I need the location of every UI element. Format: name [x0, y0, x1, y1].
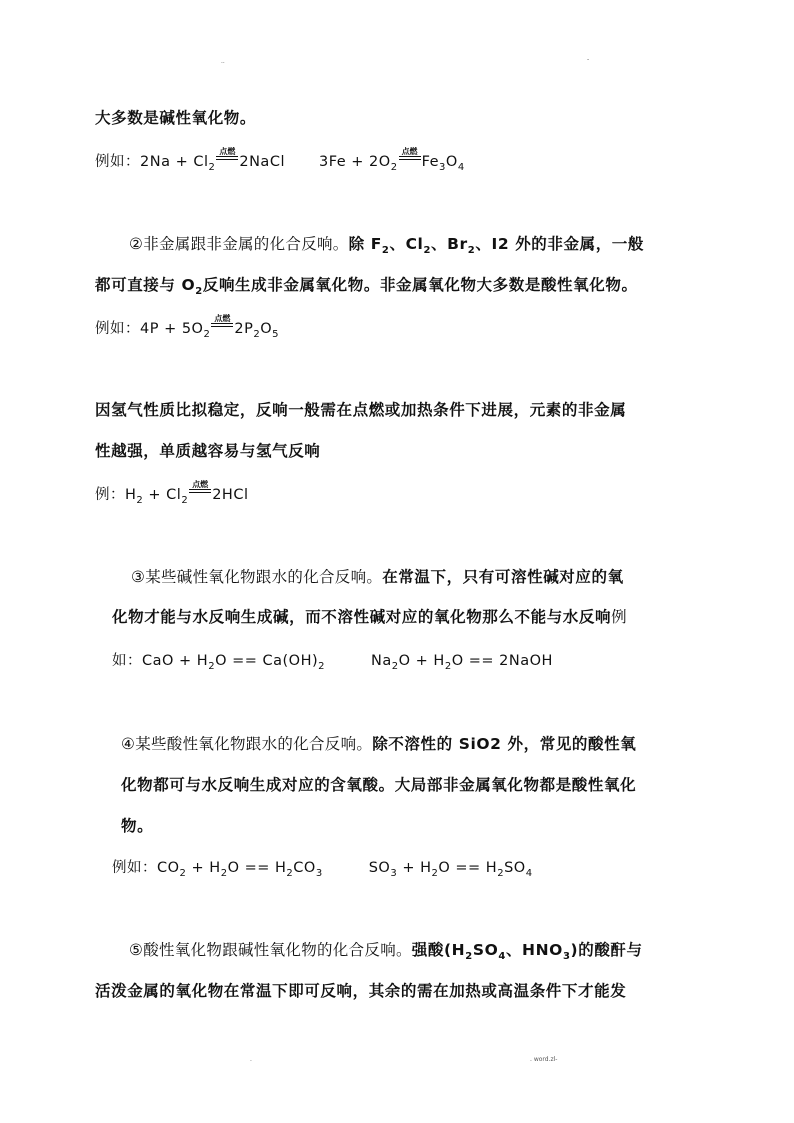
paragraph-nonmetal-nonmetal-line2: 都可直接与 $O_2$反响生成非金属氧化物。非金属氧化物大多数是酸性氧化物。 [95, 276, 638, 297]
header-right-mark: - [587, 56, 590, 63]
example-basic-oxide-water: 如：CaO + $H_2O == Ca(OH)_2$ $Na_2O + H_2O$ == 2NaOH [112, 653, 553, 672]
example-phosphorus: 例如：$4P + 5O_2$ 点燃 $2P_2O_5$ [95, 314, 280, 340]
condition-arrow: 点燃 [189, 484, 211, 500]
paragraph-basic-oxides: 大多数是碱性氧化物。 [95, 109, 257, 127]
paragraph-hydrogen-line1: 因氢气性质比拟稳定，反响一般需在点燃或加热条件下进展，元素的非金属 [95, 401, 627, 419]
footer-left-mark: . [250, 1056, 252, 1063]
paragraph-acid-basic-oxide-line2: 活泼金属的氧化物在常温下即可反响，其余的需在加热或高温条件下才能发 [95, 982, 627, 1000]
paragraph-basic-oxide-water-line1: ③某些碱性氧化物跟水的化合反响。在常温下，只有可溶性碱对应的氧 [131, 568, 624, 586]
condition-arrow: 点燃 [399, 151, 421, 167]
example-metal-combination: 例如：$2Na + Cl_2$ 点燃 2NaCl $3Fe + 2O_2$ 点燃 $Fe_3O_4$ [95, 147, 465, 173]
paragraph-basic-oxide-water-line2: 化物才能与水反响生成碱，而不溶性碱对应的氧化物那么不能与水反响例 [112, 608, 627, 626]
header-left-mark: .. [221, 58, 225, 65]
example-prefix: 例如： [95, 154, 140, 170]
condition-arrow: 点燃 [216, 151, 238, 167]
example-hydrogen-chlorine: 例：$H_2 + Cl_2$ 点燃 2HCl [95, 480, 249, 506]
paragraph-lead: ②非金属跟非金属的化合反响。 [129, 235, 349, 253]
footer-right-mark: . word.zl- [530, 1056, 558, 1063]
paragraph-acid-oxide-water-line1: ④某些酸性氧化物跟水的化合反响。除不溶性的 SiO2 外，常见的酸性氧 [121, 735, 637, 753]
example-acid-oxide-water: 例如：$CO_2 + H_2O == H_2CO_3$ $SO_3 + H_2O == H_2SO_4$ [112, 860, 533, 879]
paragraph-hydrogen-line2: 性越强，单质越容易与氢气反响 [95, 442, 321, 460]
condition-arrow: 点燃 [211, 318, 233, 334]
paragraph-acid-oxide-water-line3: 物。 [121, 817, 154, 835]
paragraph-acid-basic-oxide-line1: ⑤酸性氧化物跟碱性氧化物的化合反响。强酸($H_2SO_4$、$HNO_3$)的酸酐与 [129, 941, 643, 962]
paragraph-nonmetal-nonmetal-line1: ②非金属跟非金属的化合反响。除 $F_2$、$Cl_2$、$Br_2$、I2 外的非金属，一般 [129, 235, 645, 256]
paragraph-acid-oxide-water-line2: 化物都可与水反响生成对应的含氧酸。大局部非金属氧化物都是酸性氧化 [121, 776, 637, 794]
